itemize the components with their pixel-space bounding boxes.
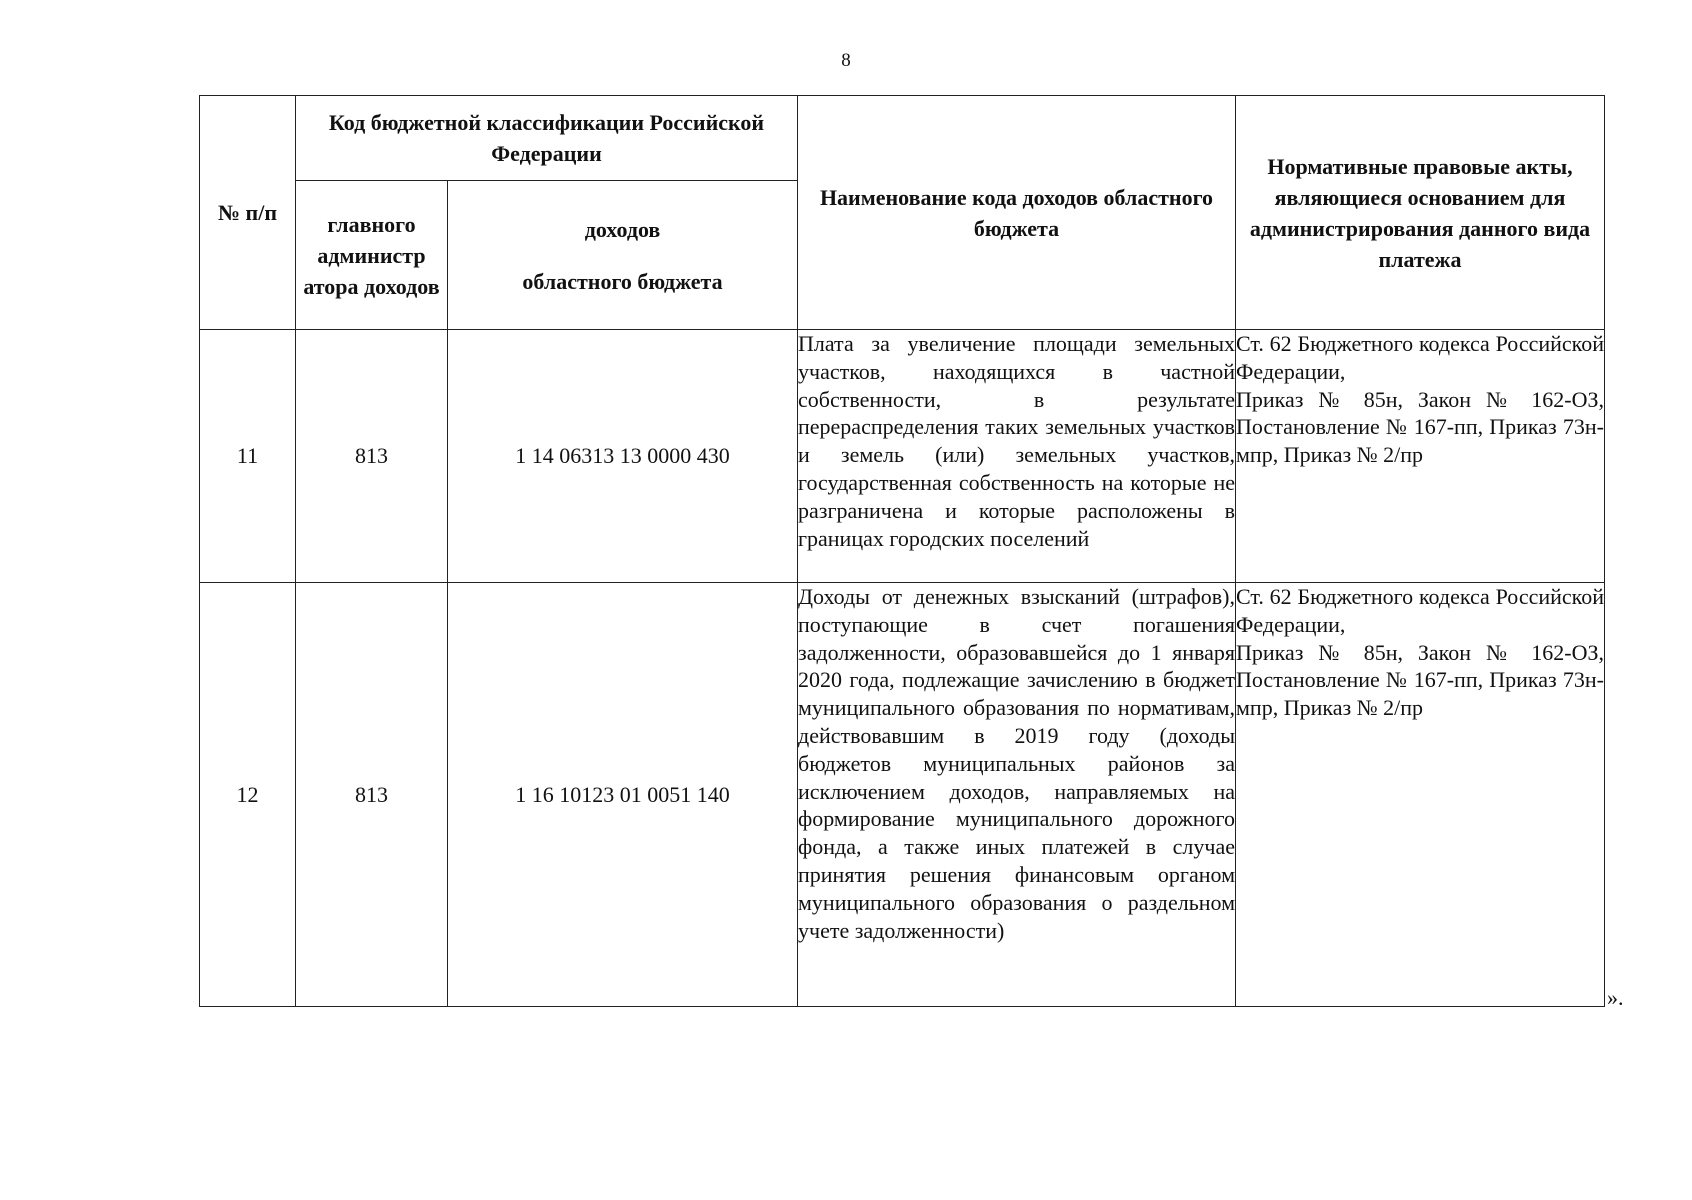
header-income-code-line2: областного бюджета <box>522 268 723 294</box>
income-name: Доходы от денежных взысканий (штрафов), поступающие в счет погашения задолженности, образовавшейся до 1 января 2020 года, подлежащие зачислению в бюджет муниципального образования по нормативам, действовавшим в 2019 году (доходы бюджетов муниципальных районов за исключением доходов, направляемых на формирование муниципального дорожного фонда, а также иных платежей в случае принятия решения финансовым органом муниципального образования о раздельном учете задолженности) <box>798 583 1236 1007</box>
legal-acts <box>1236 583 1605 1007</box>
table-row <box>200 330 1605 583</box>
closing-quote-mark: ». <box>1607 985 1624 1010</box>
income-code: 1 14 06313 13 0000 430 <box>448 330 798 583</box>
income-name: Плата за увеличение площади земельных участков, находящихся в частной собственности, в результате перераспределения таких земельных участков и земель (или) земельных участков, государственная собственность на которые не разграничена и которые расположены в границах городских поселений <box>798 330 1236 583</box>
legal-acts <box>1236 330 1605 583</box>
table-header-row <box>200 96 1605 181</box>
legal-acts-line: Ст. 62 Бюджетного кодекса Российской Федерации, <box>1236 584 1604 637</box>
legal-acts-line: Ст. 62 Бюджетного кодекса Российской Федерации, <box>1236 331 1604 384</box>
page-number: 8 <box>841 50 851 71</box>
header-kbk-group: Код бюджетной классификации Российской Федерации <box>296 96 798 181</box>
table-row <box>200 583 1605 1007</box>
admin-code: 813 <box>296 330 448 583</box>
header-row-number: № п/п <box>200 96 296 330</box>
legal-acts-line: Приказ № 85н, Закон № 162-ОЗ, Постановление № 167-пп, Приказ 73н-мпр, Приказ № 2/пр <box>1236 386 1604 468</box>
header-admin-code: главного администр атора доходов <box>296 181 448 330</box>
budget-income-table <box>199 95 1605 1007</box>
row-number: 12 <box>200 583 296 1007</box>
admin-code: 813 <box>296 583 448 1007</box>
header-income-code-line1: доходов <box>584 216 661 242</box>
header-income-name: Наименование кода доходов областного бюджета <box>798 96 1236 330</box>
header-legal-acts: Нормативные правовые акты, являющиеся основанием для администрирования данного вида платежа <box>1236 96 1605 330</box>
row-number: 11 <box>200 330 296 583</box>
income-code: 1 16 10123 01 0051 140 <box>448 583 798 1007</box>
legal-acts-line: Приказ № 85н, Закон № 162-ОЗ, Постановление № 167-пп, Приказ 73н-мпр, Приказ № 2/пр <box>1236 639 1604 721</box>
header-income-code <box>448 181 798 330</box>
